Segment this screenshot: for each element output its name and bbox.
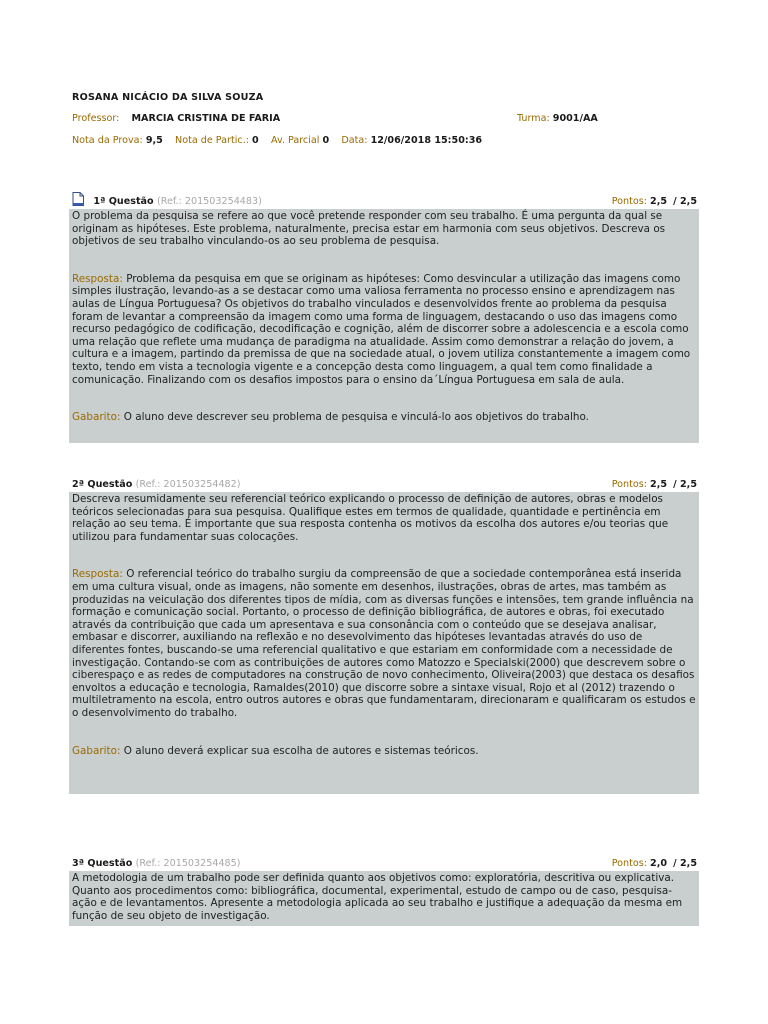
question-1-title: 1ª Questão [93, 196, 154, 207]
question-2-gabarito-label: Gabarito: [72, 744, 121, 757]
question-2-statement: Descreva resumidamente seu referencial teórico explicando o processo de definição de autores, obras e modelos teóricos selecionadas para sua pesquisa. Qualifique estes em termos de qualidade, quantidade e pertinência em relação ao seu tema. É importante que sua resposta contenha os motivos da escolha dos autores e/ou teorias que utilizou para fundamentar suas colocações. [72, 493, 669, 543]
turma-row [517, 113, 598, 124]
question-3-title: 3ª Questão [72, 858, 133, 869]
nota-prova-value: 9,5 [145, 135, 163, 146]
data-value: 12/06/2018 15:50:36 [370, 135, 483, 146]
turma-label: Turma: [517, 113, 550, 124]
question-1-answer-label: Resposta: [72, 272, 123, 285]
question-1-body [69, 209, 699, 443]
question-1 [69, 193, 699, 443]
question-2-max: / 2,5 [673, 479, 697, 490]
question-2-header [69, 476, 699, 492]
data-label: Data: [341, 135, 368, 146]
question-1-gabarito [72, 411, 696, 424]
question-1-header [69, 193, 699, 209]
document-icon [72, 192, 84, 206]
av-parcial-value: 0 [322, 135, 330, 146]
question-3-body [69, 871, 699, 926]
question-3-statement: A metodologia de um trabalho pode ser definida quanto aos objetivos como: exploratória, descritiva ou explicativa. Quanto aos procedimentos como: bibliográfica, documental, experimental, estudo de campo ou de caso, pesquisa-ação e de levantamentos. Apresente a metodologia aplicada ao seu trabalho e justifique a adequação da mesma em função de seu objeto de investigação. [72, 872, 683, 922]
professor-label: Professor: [72, 113, 120, 124]
question-2-body [69, 492, 699, 794]
question-1-points-label: Pontos: [611, 196, 647, 207]
nota-partic-label: Nota de Partic.: [175, 135, 249, 146]
nota-partic-value: 0 [252, 135, 259, 146]
question-3-points-label: Pontos: [611, 858, 647, 869]
question-2 [69, 476, 699, 794]
question-3-score: 2,0 [650, 858, 668, 869]
question-2-answer-text: O referencial teórico do trabalho surgiu da compreensão de que a sociedade contemporânea está inserida em uma cultura visual, onde as imagens, não somente em desenhos, ilustrações, obras de artes, mas também as produzidas na veiculação dos diferentes tipos de mídia, com as diversas funções e intensões, tem grande influência na formação e comunicação social. Portanto, o processo de definição bibliográfica, de autores e obras, foi executado através da contribuição que cada um apresentava e sua consonância com o conteúdo que se desejava analisar, embasar e discorrer, auxiliando na reflexão e no desevolvimento das hipóteses levantadas através do uso de diferentes fontes, buscando-se uma referencial qualitativo e que estariam em conformidade com a necessidade de investigação. Contando-se com as contribuições de autores como Matozzo e Specialski(2000) que descrevem sobre o ciberespaço e as redes de computadores na construção de novo conhecimento, Oliveira(2003) que destaca os desafios envoltos a educação e tecnologia, Ramaldes(2010) que discorre sobre a sintaxe visual, Rojo et al (2012) trazendo o multiletramento na escola, entro outros autores e obras que fundamentaram, direcionaram e qualificaram os estudos e o desenvolvimento do trabalho. [72, 568, 696, 719]
question-3-ref: (Ref.: 201503254485) [135, 858, 241, 869]
professor-row [72, 113, 280, 124]
question-2-answer-label: Resposta: [72, 568, 123, 581]
professor-value: MARCIA CRISTINA DE FARIA [131, 113, 281, 124]
question-1-max: / 2,5 [673, 196, 697, 207]
question-2-score: 2,5 [650, 479, 668, 490]
question-1-answer [72, 273, 696, 386]
question-2-gabarito [72, 745, 696, 758]
grades-row [72, 135, 482, 146]
question-2-gabarito-text: O aluno deverá explicar sua escolha de autores e sistemas teóricos. [123, 744, 479, 757]
question-2-answer [72, 568, 696, 719]
question-2-title: 2ª Questão [72, 479, 133, 490]
av-parcial-label: Av. Parcial [270, 135, 320, 146]
question-3 [69, 855, 699, 926]
question-1-gabarito-text: O aluno deve descrever seu problema de pesquisa e vinculá-lo aos objetivos do trabalho. [123, 411, 589, 424]
nota-prova-label: Nota da Prova: [72, 135, 143, 146]
student-name: ROSANA NICÁCIO DA SILVA SOUZA [72, 92, 264, 103]
question-2-ref: (Ref.: 201503254482) [135, 479, 241, 490]
question-1-ref: (Ref.: 201503254483) [156, 196, 262, 207]
question-1-gabarito-label: Gabarito: [72, 411, 121, 424]
question-2-points-label: Pontos: [611, 479, 647, 490]
turma-value: 9001/AA [552, 113, 598, 124]
question-3-max: / 2,5 [673, 858, 697, 869]
question-3-header [69, 855, 699, 871]
question-1-statement: O problema da pesquisa se refere ao que você pretende responder com seu trabalho. É uma pergunta da qual se originam as hipóteses. Este problema, naturalmente, precisa estar em harmonia com seus objetivos. Descreva os objetivos de seu trabalho vinculando-os ao seu problema de pesquisa. [72, 210, 666, 248]
question-1-answer-text: Problema da pesquisa em que se originam as hipóteses: Como desvincular a utilização das imagens como simples ilustração, levando-as a se destacar como uma valiosa ferramenta no processo ensino e aprendizagem nas aulas de Língua Portuguesa? Os objetivos do trabalho vinculados e desenvolvidos frente ao problema da pesquisa foram de levantar a compreensão da imagem como uma forma de linguagem, destacando o uso das imagens como recurso pedagógico de codificação, decodificação e cognição, além de discorrer sobre a adolescencia e a escola como uma relação que reflete uma mudança de paradigma na atualidade. Assim como demonstrar a relação do jovem, a cultura e a imagem, partindo da premissa de que na sociedade atual, o jovem utiliza constantemente a imagem como texto, tendo em vista a tecnologia vigente e a concepção desta como linguagem, a qual tem como finalidade a comunicação. Finalizando com os desafios impostos para o ensino da´Língua Portuguesa em sala de aula. [72, 272, 691, 386]
question-1-score: 2,5 [650, 196, 668, 207]
